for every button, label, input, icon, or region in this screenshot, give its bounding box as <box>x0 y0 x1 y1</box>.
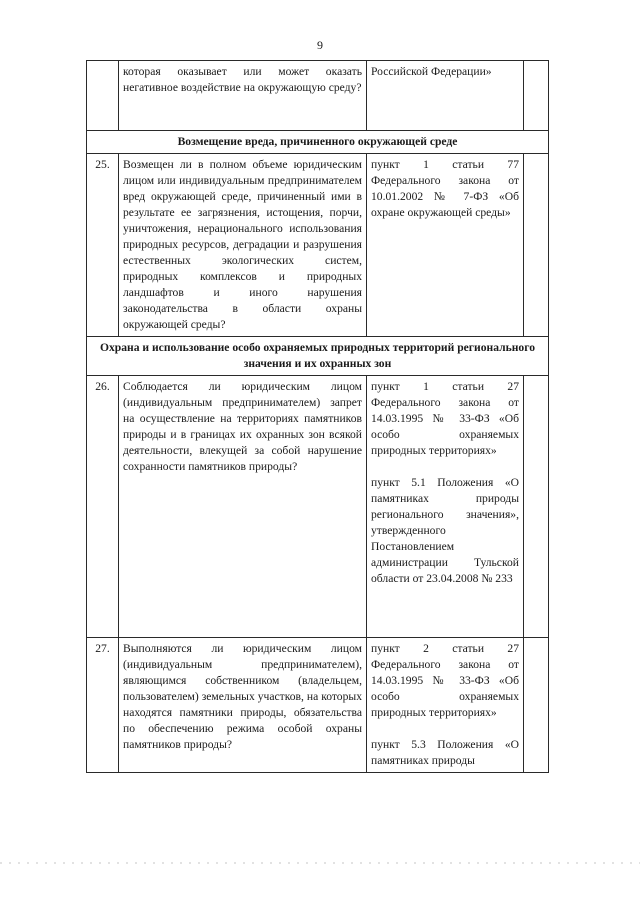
table-row <box>87 154 549 337</box>
reference-cell: пункт 1 статьи 77 Федерального закона от 10.01.2002 № 7-ФЗ «Об охране окружающей среды» <box>367 154 524 337</box>
question-cell: которая оказывает или может оказать негативное воздействие на окружающую среду? <box>119 61 367 131</box>
reference-text: пункт 2 статьи 27 Федерального закона от 14.03.1995 № 33-ФЗ «Об особо охраняемых природных территориях» <box>371 642 519 719</box>
page-number: 9 <box>317 38 323 52</box>
row-number-cell <box>87 61 119 131</box>
section-header-row <box>87 131 549 154</box>
row-number: 27. <box>87 638 119 773</box>
section-title: Возмещение вреда, причиненного окружающей среде <box>87 131 549 154</box>
row-number: 26. <box>87 376 119 638</box>
question-cell: Возмещен ли в полном объеме юридическим лицом или индивидуальным предпринимателем вред окружающей среде, причиненный ими в результате ее загрязнения, истощения, порчи, уничтожения, нерационального использования природных ресурсов, деградации и разрушения естественных экологических систем, природных комплексов и природных ландшафтов и иного нарушения законодательства в области охраны окружающей среды? <box>119 154 367 337</box>
table-row <box>87 61 549 131</box>
answer-cell <box>524 638 549 773</box>
reference-text: пункт 1 статьи 27 Федерального закона от 14.03.1995 № 33-ФЗ «Об особо охраняемых природных территориях» <box>371 380 519 457</box>
table-row <box>87 638 549 773</box>
table-row <box>87 376 549 638</box>
question-cell: Соблюдается ли юридическим лицом (индивидуальным предпринимателем) запрет на осуществление на территориях памятников природы и в границах их охранных зон всякой деятельности, влекущей за собой нарушение сохранности памятников природы? <box>119 376 367 638</box>
answer-cell <box>524 376 549 638</box>
row-number: 25. <box>87 154 119 337</box>
reference-cell: Российской Федерации» <box>367 61 524 131</box>
checklist-table <box>86 60 549 773</box>
reference-cell <box>367 638 524 773</box>
reference-text: пункт 5.3 Положения «О памятниках природы <box>371 738 519 767</box>
reference-text: пункт 5.1 Положения «О памятниках природы регионального значения», утвержденного Постановлением администрации Тульской области от 23.04.2008 № 233 <box>371 476 519 585</box>
section-header-row <box>87 337 549 376</box>
answer-cell <box>524 154 549 337</box>
question-cell: Выполняются ли юридическим лицом (индивидуальным предпринимателем), являющимся собственником (владельцем, пользователем) земельных участков, на которых находятся памятники природы, обязательства по обеспечению режима особой охраны памятников природы? <box>119 638 367 773</box>
section-title: Охрана и использование особо охраняемых природных территорий регионального значения и их охранных зон <box>87 337 549 376</box>
reference-cell <box>367 376 524 638</box>
scan-artifact <box>0 862 640 864</box>
answer-cell <box>524 61 549 131</box>
